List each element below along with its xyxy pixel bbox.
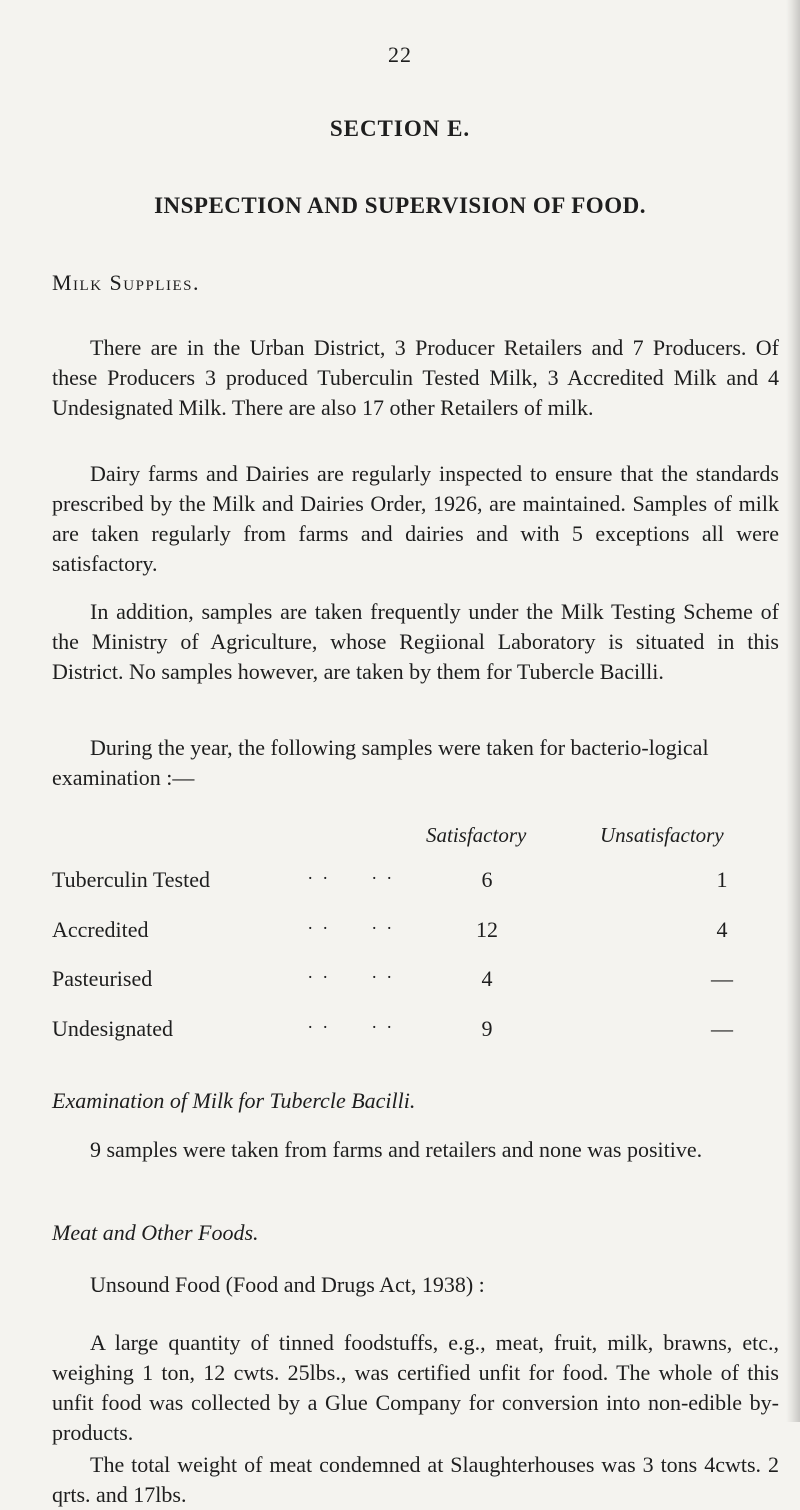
dot-leader: . .	[372, 962, 395, 982]
dot-leader: . .	[372, 1012, 395, 1032]
table-row	[52, 913, 782, 947]
dot-leader: . .	[372, 863, 395, 883]
satisfactory-value: 6	[481, 867, 493, 892]
row-label: Undesignated	[52, 1016, 173, 1041]
unsatisfactory-value: —	[711, 966, 733, 991]
unsatisfactory-value: —	[711, 1016, 733, 1041]
satisfactory-value: 9	[481, 1016, 493, 1041]
unsound-food-subheading: Unsound Food (Food and Drugs Act, 1938) :	[90, 1272, 485, 1297]
table-row	[52, 863, 782, 897]
row-label: Accredited	[52, 917, 149, 942]
meat-heading: Meat and Other Foods.	[52, 1220, 259, 1245]
milk-supplies-paragraph-1: There are in the Urban District, 3 Producer Retailers and 7 Producers. Of these Producers 3 produced Tuberculin Tested Milk, 3 Accredited Milk and 4 Undesignated Milk. There are also 17 other Retailers of milk.	[52, 335, 779, 420]
row-label: Pasteurised	[52, 966, 153, 991]
dot-leader: . .	[308, 863, 331, 883]
dot-leader: . .	[372, 913, 395, 933]
milk-supplies-paragraph-4: During the year, the following samples were taken for bacterio-logical examination :—	[52, 735, 709, 790]
section-title: SECTION E.	[329, 116, 471, 141]
column-header-satisfactory: Satisfactory	[426, 823, 527, 847]
unsatisfactory-value: 1	[716, 867, 728, 892]
milk-supplies-heading: Milk Supplies.	[52, 270, 200, 295]
dot-leader: . .	[308, 1012, 331, 1032]
meat-paragraph-2: The total weight of meat condemned at Slaughterhouses was 3 tons 4cwts. 2 qrts. and 17lbs.	[52, 1452, 779, 1507]
tubercle-heading: Examination of Milk for Tubercle Bacilli.	[52, 1088, 416, 1113]
milk-supplies-paragraph-3: In addition, samples are taken frequently under the Milk Testing Scheme of the Ministry of Agriculture, whose Regiional Laboratory is situated in this District. No samples however, are taken by them for Tubercle Bacilli.	[52, 599, 779, 684]
main-title: INSPECTION AND SUPERVISION OF FOOD.	[154, 193, 646, 218]
dot-leader: . .	[308, 962, 331, 982]
row-label: Tuberculin Tested	[52, 867, 210, 892]
column-header-unsatisfactory: Unsatisfactory	[600, 823, 724, 847]
milk-supplies-paragraph-2: Dairy farms and Dairies are regularly inspected to ensure that the standards prescribed by the Milk and Dairies Order, 1926, are maintained. Samples of milk are taken regularly from farms and dairies and with 5 exceptions all were satisfactory.	[52, 461, 779, 576]
table-row	[52, 1012, 782, 1046]
table-row	[52, 962, 782, 996]
meat-paragraph-1: A large quantity of tinned foodstuffs, e.g., meat, fruit, milk, brawns, etc., weighing 1 ton, 12 cwts. 25lbs., was certified unfit for food. The whole of this unfit food was collected by a Glue Company for conversion into non-edible by-products.	[52, 1330, 779, 1445]
satisfactory-value: 12	[476, 917, 498, 942]
tubercle-paragraph: 9 samples were taken from farms and retailers and none was positive.	[90, 1137, 703, 1162]
satisfactory-value: 4	[481, 966, 493, 991]
unsatisfactory-value: 4	[716, 917, 728, 942]
dot-leader: . .	[308, 913, 331, 933]
page-number: 22	[388, 42, 412, 67]
